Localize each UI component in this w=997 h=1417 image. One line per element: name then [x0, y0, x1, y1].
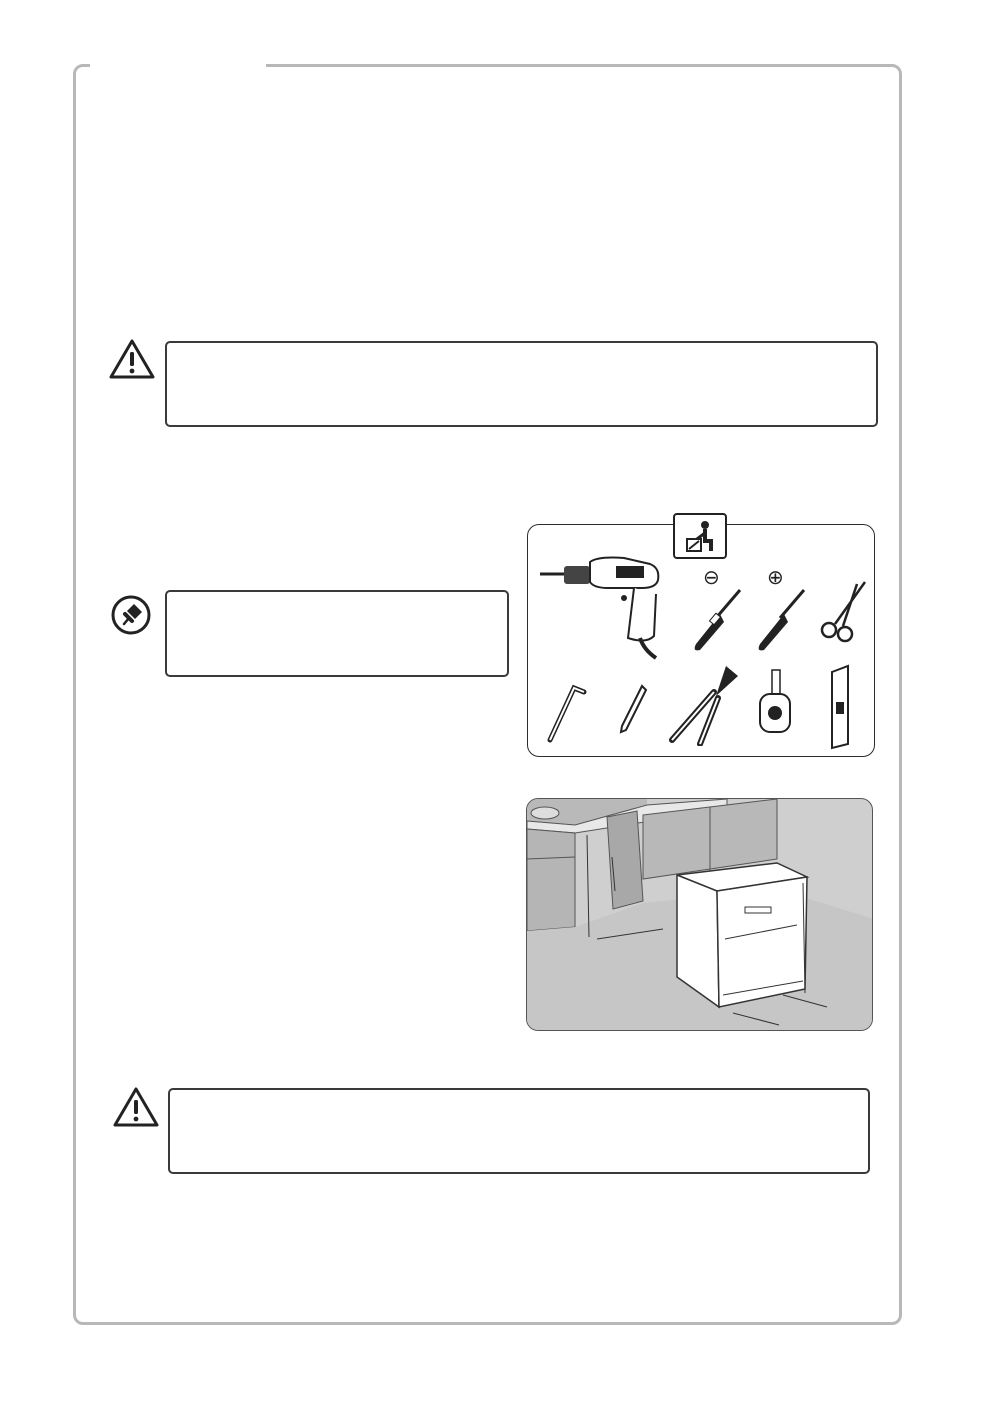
warning-box-top [165, 341, 878, 427]
warning-triangle-icon [108, 338, 156, 380]
phillips-screwdriver-icon [750, 588, 810, 654]
installer-person-icon [673, 513, 727, 559]
flat-screwdriver-mark: ⊖ [703, 567, 720, 589]
pliers-icon [664, 660, 744, 746]
note-box [165, 590, 509, 677]
flat-screwdriver-icon [686, 588, 746, 654]
scissors-icon [817, 580, 869, 644]
warning-box-bottom [168, 1088, 870, 1174]
phillips-screwdriver-mark: ⊕ [767, 567, 784, 589]
pencil-icon [618, 684, 648, 734]
electric-drill-icon [538, 554, 670, 660]
hex-key-icon [544, 680, 588, 744]
tape-measure-icon [756, 668, 796, 736]
spirit-level-icon [826, 664, 856, 750]
pushpin-icon [110, 594, 152, 636]
built-in-dishwasher-icon [526, 798, 873, 1031]
page-title [96, 40, 266, 64]
warning-triangle-icon [112, 1086, 160, 1128]
